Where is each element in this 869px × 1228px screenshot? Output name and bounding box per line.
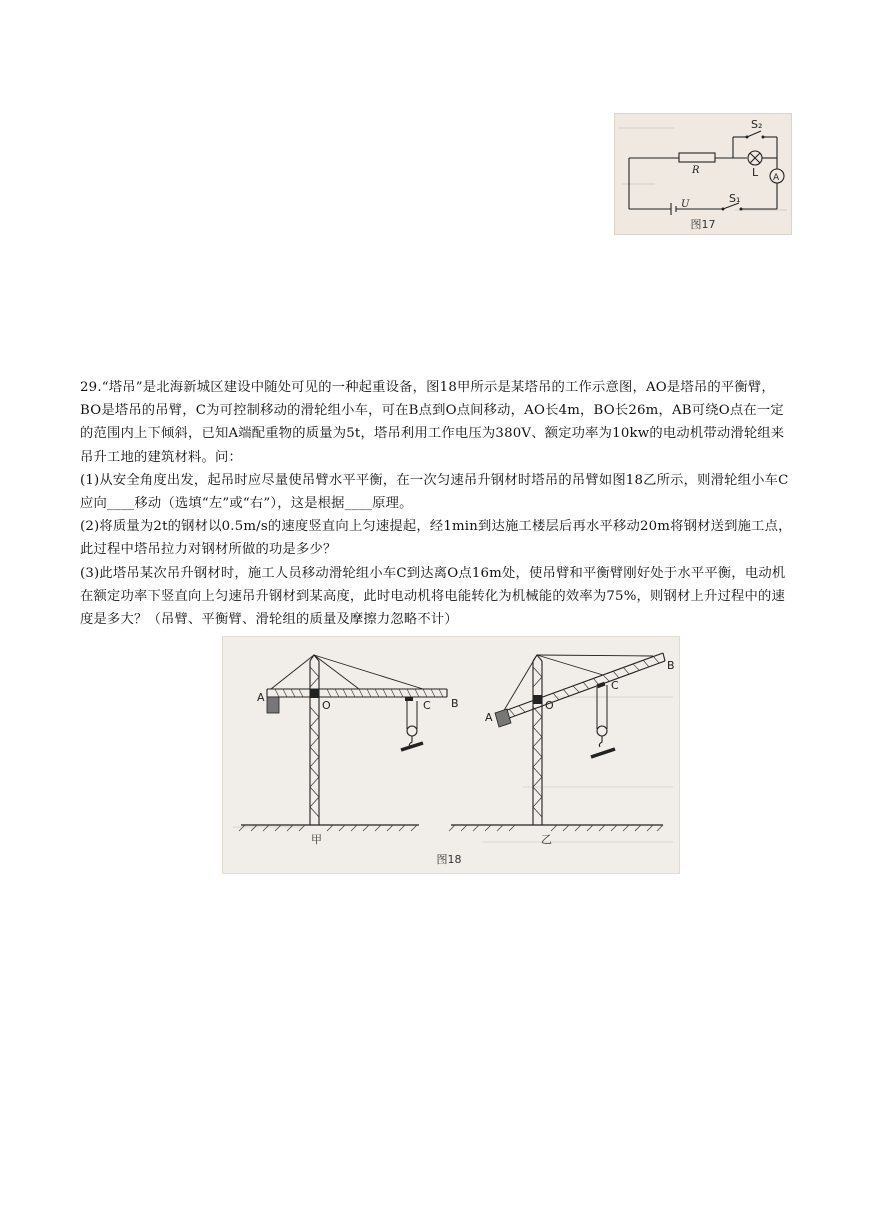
question-part-2: (2)将质量为2t的钢材以0.5m/s的速度竖直向上匀速提起，经1min到达施工楼层后再水平移动20m将钢材送到施工点，此过程中塔吊拉力对钢材所做的功是多少？ [80,519,792,558]
right-label-c: C [611,679,619,692]
question-intro: 29.“塔吊”是北海新城区建设中随处可见的一种起重设备，图18甲所示是某塔吊的工作示意图，AO是塔吊的平衡臂，BO是塔吊的吊臂，C为可控制移动的滑轮组小车，可在B点到O点间移动，AO长4m，BO长26m，AB可绕O点在一定的范围内上下倾斜，已知A端配重物的质量为5t，塔吊利用工作电压为380V、额定功率为10kw的电动机带动滑轮组来吊升工地的建筑材料。问： [80,380,785,465]
left-label-o: O [322,699,331,712]
right-label-a: A [485,711,493,724]
label-s2: S₂ [751,118,763,131]
figure-17-caption: 图17 [690,218,716,231]
right-sublabel: 乙 [541,833,552,846]
left-sublabel: 甲 [311,833,322,846]
right-label-o: O [545,699,554,712]
figure-18-cranes [222,636,680,874]
crane-left [239,655,459,846]
label-ammeter: A [773,173,780,183]
left-label-b: B [451,697,459,710]
label-u: U [681,199,690,210]
label-r: R [692,165,700,176]
crane-right [449,653,675,846]
right-label-b: B [667,659,675,672]
figure-18-caption: 图18 [436,853,462,866]
question-part-3: (3)此塔吊某次吊升钢材时，施工人员移动滑轮组小车C到达离O点16m处，使吊臂和平衡臂刚好处于水平平衡，电动机在额定功率下竖直向上匀速吊升钢材到某高度，此时电动机将电能转化为机械能的效率为75%，则钢材上升过程中的速度是多大？（吊臂、平衡臂、滑轮组的质量及摩擦力忽略不计） [80,565,786,628]
question-29 [80,376,792,631]
figure-17-circuit [614,113,792,235]
left-label-a: A [257,691,265,704]
label-s1: S₁ [729,192,741,205]
left-label-c: C [423,699,431,712]
label-l: L [752,166,759,179]
question-part-1: (1)从安全角度出发，起吊时应尽量使吊臂水平平衡，在一次匀速吊升钢材时塔吊的吊臂如图18乙所示，则滑轮组小车C应向____移动（选填“左”或“右”），这是根据____原理。 [80,472,789,512]
